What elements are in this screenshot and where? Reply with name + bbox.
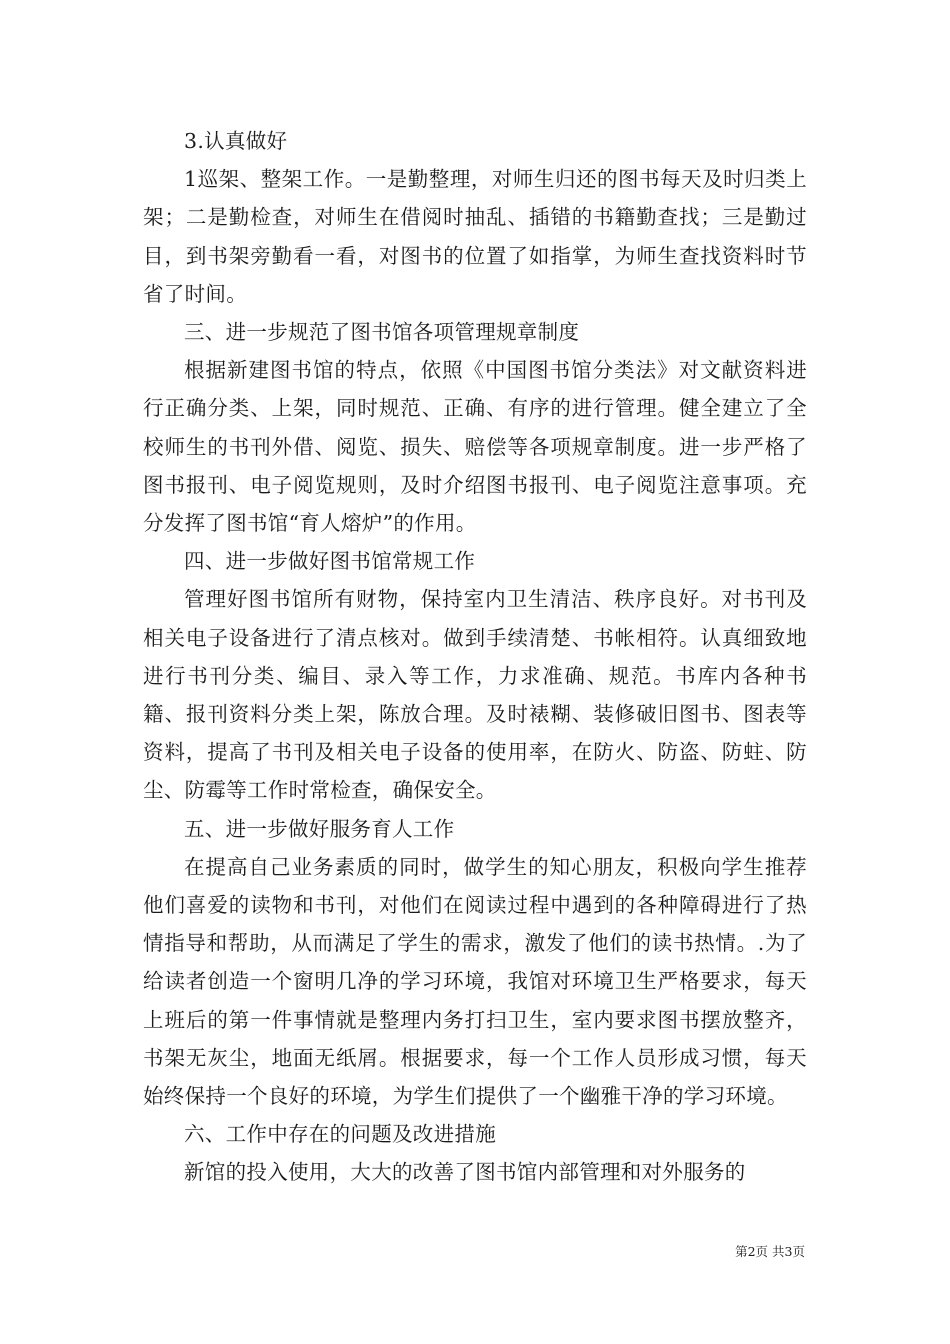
section-heading-3: 三、进一步规范了图书馆各项管理规章制度 [184,320,580,345]
document-body [143,122,807,1192]
paragraph-shelving: 1巡架、整架工作。一是勤整理，对师生归还的图书每天及时归类上架；二是勤检查，对师生在借阅时抽乱、插错的书籍勤查找；三是勤过目，到书架旁勤看一看，对图书的位置了如指掌，为师生查找资料时节省了时间。 [143,167,807,306]
section-heading-6: 六、工作中存在的问题及改进措施 [184,1122,496,1147]
paragraph-regulations: 根据新建图书馆的特点，依照《中国图书馆分类法》对文献资料进行正确分类、上架，同时规范、正确、有序的进行管理。健全建立了全校师生的书刊外借、阅览、损失、赔偿等各项规章制度。进一步严格了图书报刊、电子阅览规则，及时介绍图书报刊、电子阅览注意事项。充分发挥了图书馆“育人熔炉”的作用。 [143,358,807,536]
section-heading-3-1: 3.认真做好 [184,129,288,153]
page-number-footer: 第2页 共3页 [735,1244,805,1259]
paragraph-routine-work: 管理好图书馆所有财物，保持室内卫生清洁、秩序良好。对书刊及相关电子设备进行了清点核对。做到手续清楚、书帐相符。认真细致地进行书刊分类、编目、录入等工作，力求准确、规范。书库内各种书籍、报刊资料分类上架，陈放合理。及时裱糊、装修破旧图书、图表等资料，提高了书刊及相关电子设备的使用率，在防火、防盗、防蛀、防尘、防霉等工作时常检查，确保安全。 [143,587,807,803]
section-heading-5: 五、进一步做好服务育人工作 [184,816,455,841]
paragraph-problems: 新馆的投入使用，大大的改善了图书馆内部管理和对外服务的 [184,1160,746,1185]
section-heading-4: 四、进一步做好图书馆常规工作 [184,549,476,574]
paragraph-service: 在提高自己业务素质的同时，做学生的知心朋友，积极向学生推荐他们喜爱的读物和书刊，对他们在阅读过程中遇到的各种障碍进行了热情指导和帮助，从而满足了学生的需求，激发了他们的读书热情。.为了给读者创造一个窗明几净的学习环境，我馆对环境卫生严格要求，每天上班后的第一件事情就是整理内务打扫卫生，室内要求图书摆放整齐，书架无灰尘，地面无纸屑。根据要求，每一个工作人员形成习惯，每天始终保持一个良好的环境，为学生们提供了一个幽雅干净的学习环境。 [143,854,807,1109]
